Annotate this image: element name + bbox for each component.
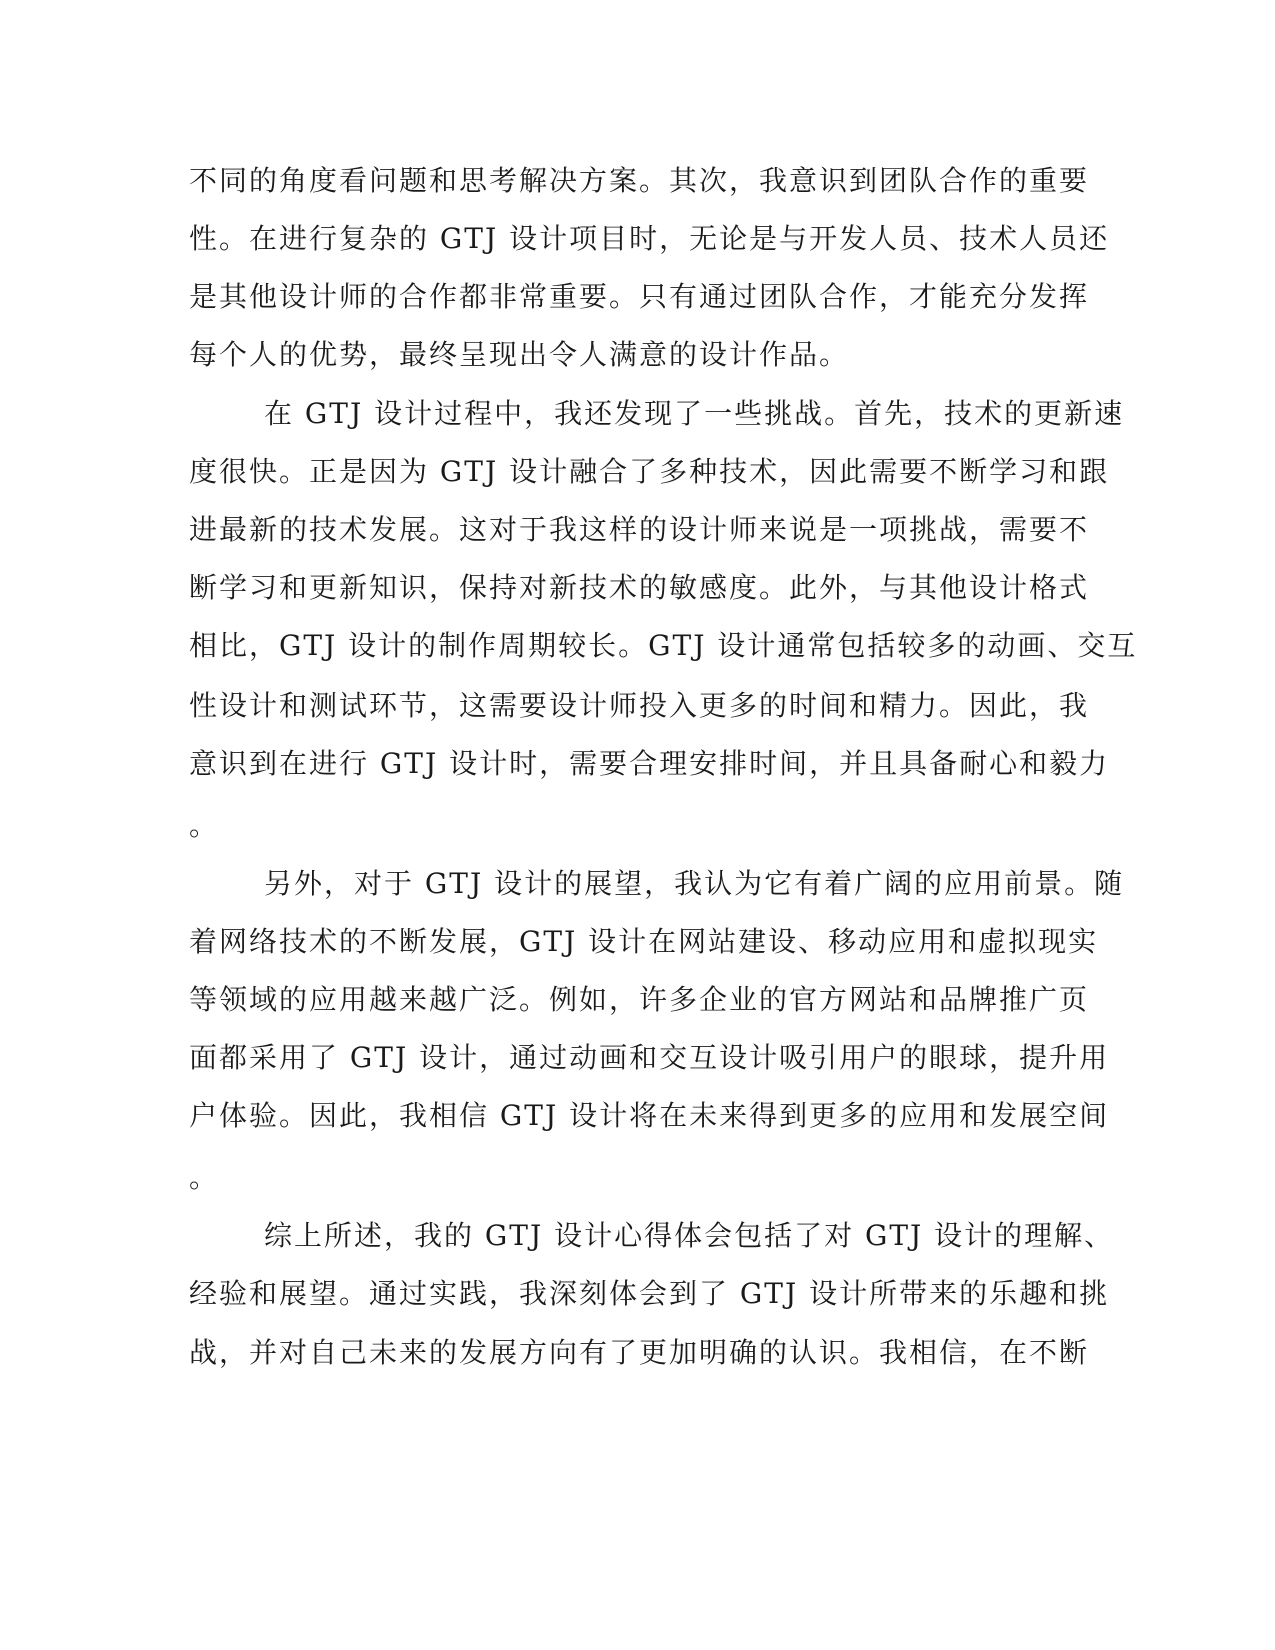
text-line: 。	[189, 809, 220, 842]
text-line: 性设计和测试环节，这需要设计师投入更多的时间和精力。因此，我	[189, 689, 1090, 722]
text-line: 相比，GTJ 设计的制作周期较长。GTJ 设计通常包括较多的动画、交互	[189, 629, 1138, 662]
text-line: 每个人的优势，最终呈现出令人满意的设计作品。	[189, 338, 850, 371]
paragraph-start-line: 另外，对于 GTJ 设计的展望，我认为它有着广阔的应用前景。随	[264, 867, 1125, 900]
text-line: 。	[189, 1161, 220, 1194]
text-line: 等领域的应用越来越广泛。例如，许多企业的官方网站和品牌推广页	[189, 983, 1090, 1016]
paragraph-start-line: 在 GTJ 设计过程中，我还发现了一些挑战。首先，技术的更新速	[264, 397, 1125, 430]
text-line: 进最新的技术发展。这对于我这样的设计师来说是一项挑战，需要不	[189, 513, 1090, 546]
text-line: 断学习和更新知识，保持对新技术的敏感度。此外，与其他设计格式	[189, 571, 1090, 604]
text-line: 战，并对自己未来的发展方向有了更加明确的认识。我相信，在不断	[189, 1336, 1090, 1369]
text-line: 度很快。正是因为 GTJ 设计融合了多种技术，因此需要不断学习和跟	[189, 455, 1110, 488]
text-line: 是其他设计师的合作都非常重要。只有通过团队合作，才能充分发挥	[189, 280, 1090, 313]
text-line: 不同的角度看问题和思考解决方案。其次，我意识到团队合作的重要	[189, 164, 1090, 197]
text-line: 性。在进行复杂的 GTJ 设计项目时，无论是与开发人员、技术人员还	[189, 222, 1110, 255]
text-line: 面都采用了 GTJ 设计，通过动画和交互设计吸引用户的眼球，提升用	[189, 1041, 1110, 1074]
paragraph-start-line: 综上所述，我的 GTJ 设计心得体会包括了对 GTJ 设计的理解、	[264, 1219, 1115, 1252]
text-line: 意识到在进行 GTJ 设计时，需要合理安排时间，并且具备耐心和毅力	[189, 747, 1110, 780]
text-line: 户体验。因此，我相信 GTJ 设计将在未来得到更多的应用和发展空间	[189, 1099, 1110, 1132]
text-line: 着网络技术的不断发展，GTJ 设计在网站建设、移动应用和虚拟现实	[189, 925, 1099, 958]
text-line: 经验和展望。通过实践，我深刻体会到了 GTJ 设计所带来的乐趣和挑	[189, 1277, 1110, 1310]
